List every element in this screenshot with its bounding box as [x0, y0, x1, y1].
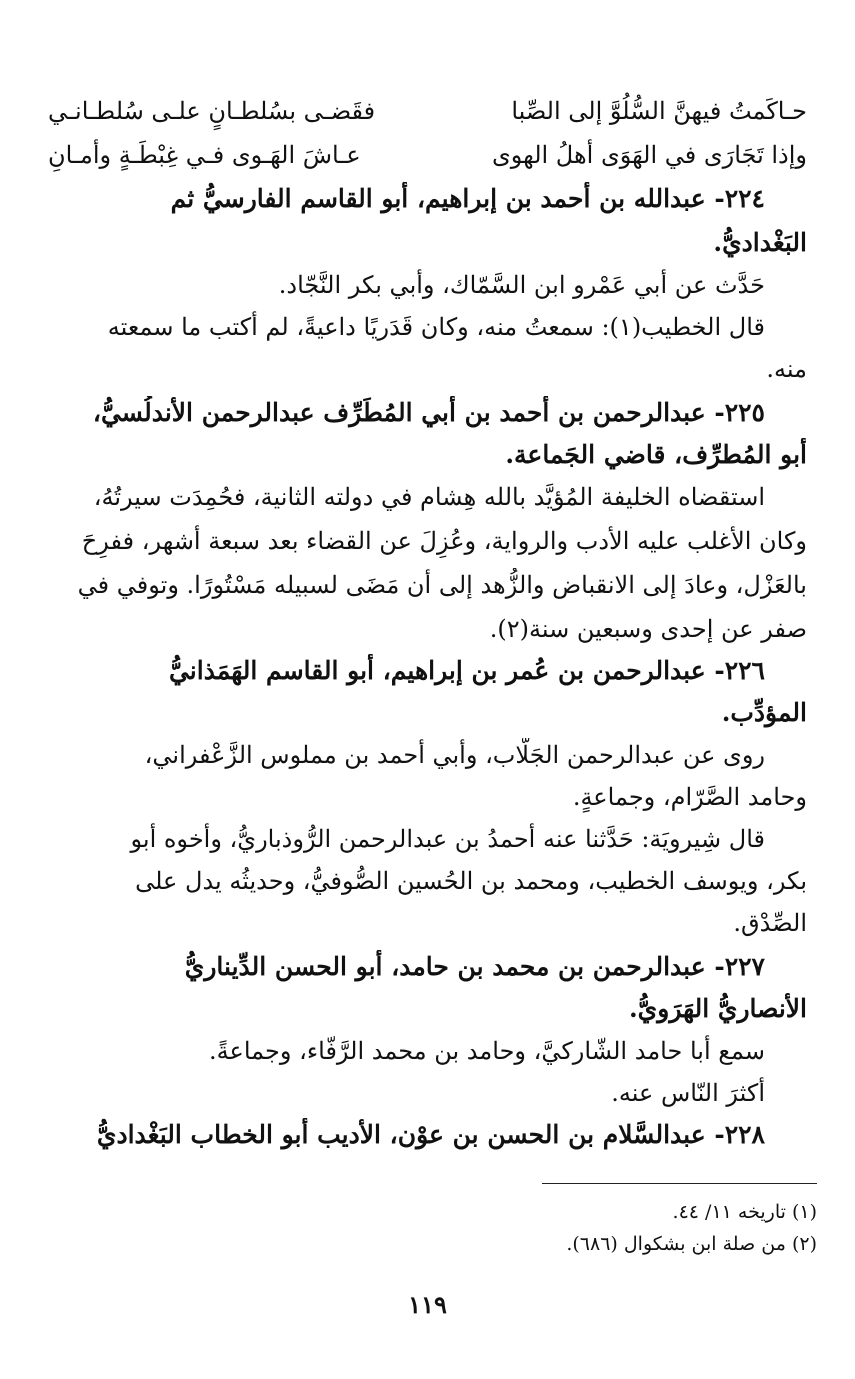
footnote-separator	[542, 1183, 817, 1184]
entry-heading: البَغْداديُّ.	[713, 228, 807, 257]
entry-text: حَدَّث عن أبي عَمْرو ابن السَّمّاك، وأبي بكر النَّجّاد.	[278, 271, 765, 299]
entry-text: قال شِيرويَة: حَدَّثنا عنه أحمدُ بن عبدالرحمن الرُّوذباريُّ، وأخوه أبو	[130, 825, 765, 853]
entry-text: بكر، ويوسف الخطيب، ومحمد بن الحُسين الصُّوفيُّ، وحديثُه يدل على	[135, 867, 807, 895]
entry-text: منه.	[766, 355, 807, 383]
entry-text: استقضاه الخليفة المُؤيَّد بالله هِشام في دولته الثانية، فحُمِدَت سيرتُهُ،	[93, 483, 765, 511]
verse-1-second-hemistich: فقَضـى بسُلطـانٍ علـى سُلطـانـي	[48, 97, 376, 125]
entry-heading: المؤدِّب.	[721, 698, 807, 727]
entry-text: بالعَزْل، وعادَ إلى الانقباض والزُّهد إلى أن مَضَى لسبيله مَسْتُورًا. وتوفي في	[77, 571, 807, 599]
entry-heading: ٢٢٨- عبدالسَّلام بن الحسن بن عوْن، الأديب أبو الخطاب البَغْداديُّ	[96, 1120, 765, 1149]
entry-text: سمع أبا حامد الشّاركيَّ، وحامد بن محمد الرَّفّاء، وجماعةً.	[209, 1037, 765, 1065]
footnote-1: (١) تاريخه ١١/ ٤٤.	[672, 1201, 817, 1223]
entry-text: وحامد الصَّرّام، وجماعةٍ.	[572, 783, 807, 811]
verse-2-second-hemistich: عـاشَ الهَـوى فـي غِبْطَـةٍ وأمـانِ	[48, 141, 361, 169]
entry-text: وكان الأغلب عليه الأدب والرواية، وعُزِلَ عن القضاء بعد سبعة أشهر، ففرِحَ	[81, 527, 807, 555]
entry-text: صفر عن إحدى وسبعين سنة(٢).	[489, 615, 807, 643]
entry-heading: ٢٢٧- عبدالرحمن بن محمد بن حامد، أبو الحسن الدِّيناريُّ	[184, 952, 765, 981]
entry-text: روى عن عبدالرحمن الجَلّاب، وأبي أحمد بن مملوس الزَّعْفراني،	[144, 741, 765, 769]
verse-2-first-hemistich: وإذا تَجَارَى في الهَوَى أهلُ الهوى	[491, 141, 807, 169]
footnote-2: (٢) من صلة ابن بشكوال (٦٨٦).	[566, 1233, 817, 1255]
entry-text: أكثرَ النّاس عنه.	[611, 1079, 765, 1107]
entry-text: قال الخطيب(١): سمعتُ منه، وكان قَدَريًا داعيةً، لم أكتب ما سمعته	[107, 313, 765, 341]
page-number: ١١٩	[408, 1290, 447, 1319]
entry-heading: ٢٢٥- عبدالرحمن بن أحمد بن أبي المُطَرِّف عبدالرحمن الأندلُسيُّ،	[92, 398, 765, 427]
entry-text: الصِّدْق.	[733, 909, 807, 937]
entry-heading: أبو المُطرِّف، قاضي الجَماعة.	[505, 440, 807, 469]
entry-heading: الأنصاريُّ الهَرَويُّ.	[628, 994, 807, 1023]
verse-1-first-hemistich: حـاكَمتُ فيهنَّ السُّلُوَّ إلى الصِّبا	[511, 97, 807, 125]
entry-heading: ٢٢٦- عبدالرحمن بن عُمر بن إبراهيم، أبو القاسم الهَمَذانيُّ	[168, 656, 765, 685]
entry-heading: ٢٢٤- عبدالله بن أحمد بن إبراهيم، أبو القاسم الفارسيُّ ثم	[170, 184, 765, 213]
